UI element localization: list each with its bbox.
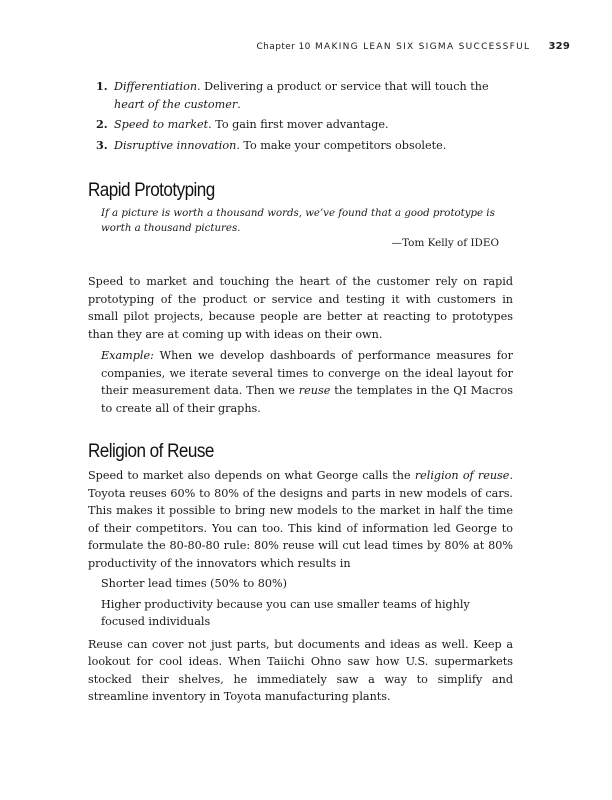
epigraph	[88, 206, 513, 251]
list-text: . To make your competitors obsolete.	[236, 138, 447, 152]
paragraph-emphasis: religion of reuse	[414, 469, 510, 482]
list-term: Disruptive innovation	[114, 138, 237, 152]
body-paragraph	[88, 467, 513, 572]
numbered-list	[88, 78, 513, 154]
bullet-item: Shorter lead times (50% to 80%)	[101, 577, 287, 590]
paragraph-text: Speed to market also depends on what George calls the	[88, 469, 415, 482]
epigraph-attribution: —Tom Kelly of IDEO	[391, 237, 499, 249]
bullet-item: Higher productivity because you can use smaller teams of highly focused individuals	[101, 597, 470, 628]
list-item	[88, 116, 513, 134]
section-heading-religion-of-reuse: Religion of Reuse	[88, 441, 214, 462]
paragraph-text-end: . Toyota reuses 60% to 80% of the designs and parts in new models of cars. This makes it possible to bring new models to the market in half the time of their competitors. You can too. This kind of information led George to formulate the 80-80-80 rule: 80% reuse will cut lead times by 80% at 80% productivity of the innovators which results in	[88, 469, 513, 570]
example-text: When we develop dashboards of performance measures for companies, we iterate several times to converge on the ideal layout for their measurement data. Then we	[101, 349, 513, 397]
page-body	[88, 78, 513, 706]
bullet-list	[88, 575, 513, 631]
list-item	[88, 78, 513, 113]
list-item	[88, 137, 513, 155]
epigraph-quote: If a picture is worth a thousand words, we’ve found that a good prototype is worth a thousand pictures.	[101, 208, 495, 234]
example-label: Example:	[101, 349, 154, 362]
list-number: 2.	[96, 117, 108, 131]
running-header	[0, 41, 570, 52]
body-paragraph: Speed to market and touching the heart of the customer rely on rapid prototyping of the product or service and testing it with customers in small pilot projects, because people are better at reacting to prototypes than they are at coming up with ideas on their own.	[88, 275, 513, 341]
section-heading-rapid-prototyping: Rapid Prototyping	[88, 180, 215, 201]
example-paragraph	[88, 347, 513, 417]
list-term: Differentiation	[114, 80, 198, 93]
list-text-end: .	[237, 97, 241, 111]
list-emphasis: heart of the customer	[114, 97, 238, 111]
chapter-number: Chapter 10	[256, 42, 311, 52]
list-term: Speed to market	[114, 118, 209, 131]
list-text: . To gain first mover advantage.	[208, 118, 389, 131]
page-number: 329	[548, 41, 570, 52]
example-emphasis: reuse	[298, 384, 331, 397]
body-paragraph: Reuse can cover not just parts, but documents and ideas as well. Keep a lookout for cool ideas. When Taiichi Ohno saw how U.S. supermarkets stocked their shelves, he immediately saw a way to simplify and streamline inventory in Toyota manufacturing plants.	[88, 637, 513, 703]
list-number: 3.	[96, 137, 108, 152]
list-number: 1.	[96, 79, 108, 93]
chapter-title: MAKING LEAN SIX SIGMA SUCCESSFUL	[314, 42, 531, 52]
list-text: . Delivering a product or service that will touch the	[197, 80, 489, 93]
example-text-end: the templates in the QI Macros to create all of their graphs.	[101, 384, 513, 415]
